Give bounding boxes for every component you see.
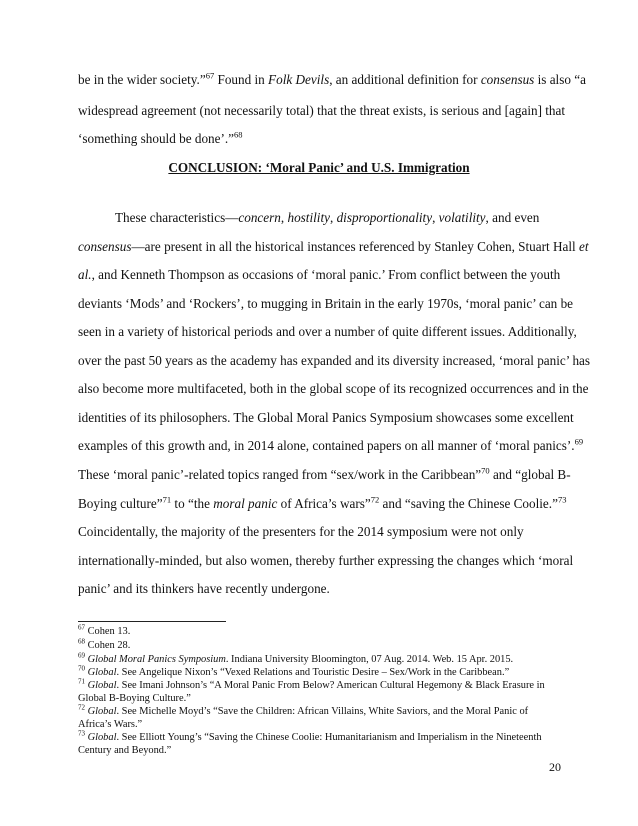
para2-line-9 bbox=[78, 438, 583, 454]
text-italic-consensus: consensus bbox=[480, 72, 535, 87]
footnote-ref-73: 73 bbox=[557, 494, 567, 505]
text-run: Boying culture” bbox=[78, 496, 163, 511]
footnote-number: 69 bbox=[78, 651, 85, 660]
para2-line-13: internationally-minded, but also women, thereby further expressing the changes which ‘moral bbox=[78, 553, 574, 568]
body-line-3 bbox=[78, 131, 243, 147]
para2-line-5: seen in a variety of historical periods and over a number of quite different issues. Additionally, bbox=[78, 324, 577, 339]
footnote-70 bbox=[78, 664, 510, 679]
text-run: to “the bbox=[171, 496, 214, 511]
footnote-italic: Global Moral Panics Symposium bbox=[85, 654, 226, 665]
footnote-ref-70: 70 bbox=[481, 465, 490, 476]
text-run: , bbox=[280, 210, 288, 225]
footnote-text: Cohen 28. bbox=[85, 640, 131, 651]
footnote-number: 71 bbox=[78, 677, 85, 686]
footnote-number: 73 bbox=[78, 729, 85, 738]
footnote-separator bbox=[78, 621, 226, 622]
para2-line-2 bbox=[78, 239, 589, 255]
text-run: , bbox=[432, 210, 439, 225]
text-run: and “global B- bbox=[489, 467, 571, 482]
footnote-italic: Global bbox=[85, 732, 117, 743]
text-run: , and even bbox=[485, 210, 540, 225]
text-italic: consensus bbox=[78, 239, 132, 254]
para2-line-14: panic’ and its thinkers have recently undergone. bbox=[78, 581, 330, 596]
footnote-ref-72: 72 bbox=[370, 494, 380, 505]
text-italic-folk-devils: Folk Devils bbox=[268, 72, 330, 87]
text-italic: volatility bbox=[438, 210, 486, 225]
text-run: and “saving the Chinese Coolie.” bbox=[379, 496, 558, 511]
footnote-number: 72 bbox=[78, 703, 85, 712]
text-run: , an additional definition for bbox=[329, 72, 481, 87]
text-run: , and Kenneth Thompson as occasions of ‘moral panic.’ From conflict between the youth bbox=[91, 267, 561, 282]
footnote-ref-69: 69 bbox=[574, 436, 584, 447]
text-run: ‘something should be done’.” bbox=[78, 131, 235, 146]
text-italic: disproportionality bbox=[336, 210, 433, 225]
footnote-italic: Global bbox=[85, 706, 117, 717]
text-italic: hostility bbox=[287, 210, 330, 225]
text-run: , bbox=[329, 210, 337, 225]
footnote-ref-68: 68 bbox=[234, 129, 243, 140]
page-number: 20 bbox=[549, 760, 561, 774]
footnote-text: . See Michelle Moyd’s “Save the Children: African Villains, White Saviors, and the Moral Panic of bbox=[116, 706, 529, 717]
text-run: These characteristics— bbox=[115, 210, 239, 225]
footnote-text: Cohen 13. bbox=[85, 626, 131, 637]
text-run: —are present in all the historical instances referenced by Stanley Cohen, Stuart Hall bbox=[131, 239, 579, 254]
text-run: is also “a bbox=[534, 72, 586, 87]
footnote-69 bbox=[78, 651, 514, 666]
para2-line-8: identities of its philosophers. The Global Moral Panics Symposium showcases some excellent bbox=[78, 410, 574, 425]
footnote-67 bbox=[78, 623, 131, 638]
footnote-73 bbox=[78, 729, 542, 744]
footnote-number: 67 bbox=[78, 623, 85, 632]
text-italic: moral panic bbox=[213, 496, 278, 511]
text-italic: concern bbox=[238, 210, 281, 225]
text-italic: al. bbox=[78, 267, 92, 282]
text-run: of Africa’s wars” bbox=[277, 496, 371, 511]
para2-line-12: Coincidentally, the majority of the presenters for the 2014 symposium were not only bbox=[78, 524, 524, 539]
footnote-number: 68 bbox=[78, 637, 85, 646]
footnote-ref-71: 71 bbox=[162, 494, 172, 505]
footnote-italic: Global bbox=[85, 667, 117, 678]
text-run: examples of this growth and, in 2014 alone, contained papers on all manner of ‘moral panics’. bbox=[78, 438, 575, 453]
para2-line-1 bbox=[115, 210, 539, 226]
body-line-1 bbox=[78, 72, 586, 88]
footnote-text: . See Elliott Young’s “Saving the Chinese Coolie: Humanitarianism and Imperialism in the Nineteenth bbox=[116, 732, 542, 743]
text-run: These ‘moral panic’-related topics ranged from “sex/work in the Caribbean” bbox=[78, 467, 482, 482]
footnote-73-continuation: Century and Beyond.” bbox=[78, 745, 172, 756]
para2-line-3 bbox=[78, 267, 560, 283]
footnote-number: 70 bbox=[78, 664, 85, 673]
text-run: Found in bbox=[214, 72, 269, 87]
para2-line-10 bbox=[78, 467, 571, 483]
footnote-text: . See Imani Johnson’s “A Moral Panic From Below? American Cultural Hegemony & Black Erasure in bbox=[116, 680, 545, 691]
para2-line-6: over the past 50 years as the academy has expanded and its diversity increased, ‘moral panic’ has bbox=[78, 353, 591, 368]
footnote-italic: Global bbox=[85, 680, 117, 691]
body-line-2: widespread agreement (not necessarily total) that the threat exists, is serious and [again] that bbox=[78, 103, 566, 118]
footnote-ref-67: 67 bbox=[205, 70, 215, 81]
para2-line-11 bbox=[78, 496, 566, 512]
footnote-text: . Indiana University Bloomington, 07 Aug. 2014. Web. 15 Apr. 2015. bbox=[225, 654, 514, 665]
text-run: be in the wider society.” bbox=[78, 72, 206, 87]
footnote-72 bbox=[78, 703, 529, 718]
footnote-text: . See Angelique Nixon’s “Vexed Relations and Touristic Desire – Sex/Work in the Caribbean.” bbox=[116, 667, 510, 678]
para2-line-7: also become more multifaceted, both in the global scope of its recognized occurrences and in the bbox=[78, 381, 589, 396]
footnote-68 bbox=[78, 637, 131, 652]
section-heading: CONCLUSION: ‘Moral Panic’ and U.S. Immigration bbox=[168, 160, 470, 175]
footnote-72-continuation: Africa’s Wars.” bbox=[78, 719, 143, 730]
footnote-71 bbox=[78, 677, 545, 692]
footnote-71-continuation: Global B-Boying Culture.” bbox=[78, 693, 191, 704]
text-italic: et bbox=[578, 239, 589, 254]
para2-line-4: deviants ‘Mods’ and ‘Rockers’, to mugging in Britain in the early 1970s, ‘moral panic’ can be bbox=[78, 296, 574, 311]
